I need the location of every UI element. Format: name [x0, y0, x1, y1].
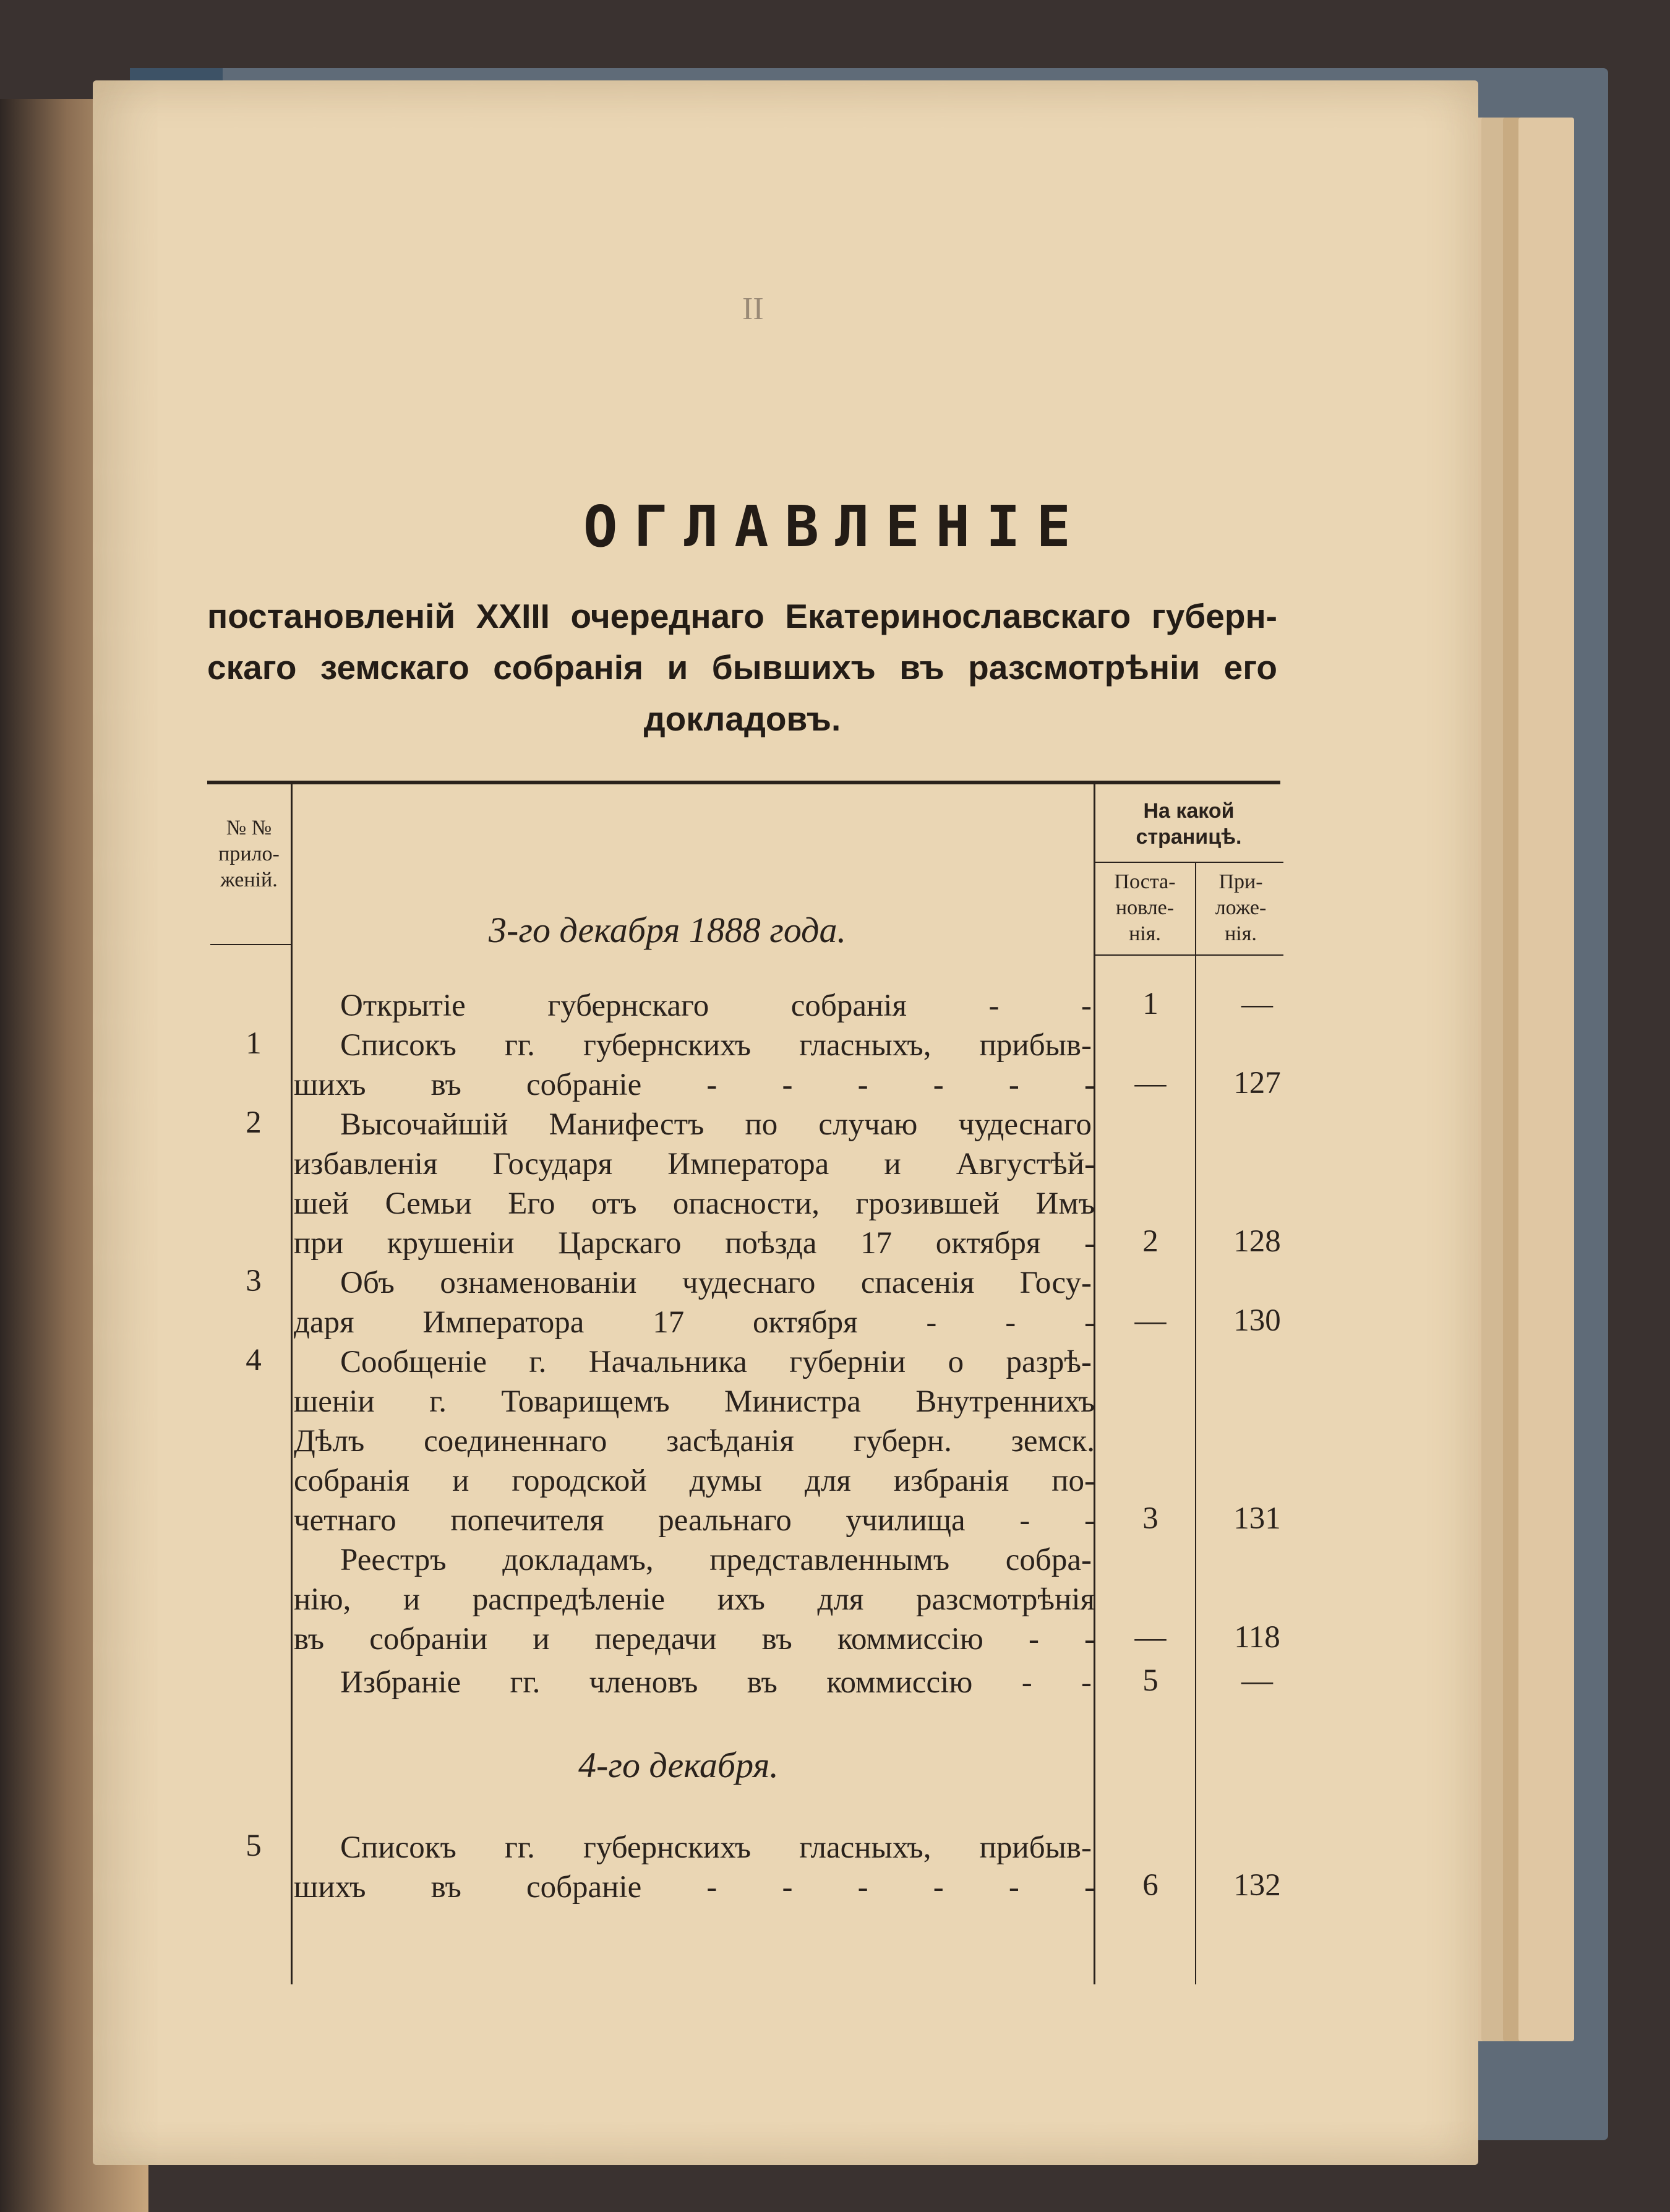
table-top-rule [207, 781, 1280, 784]
entry-line: Сообщеніе г. Начальника губерніи о разрѣ- [340, 1345, 1092, 1379]
header-text: Поста- [1114, 870, 1176, 893]
resolution-page: 2 [1142, 1224, 1158, 1259]
number-column-rule [291, 784, 293, 1984]
entry-line: въ собраніи и передачи въ коммиссію - - [294, 1622, 1095, 1657]
entry-line: Высочайшій Манифестъ по случаю чудеснаго [340, 1107, 1092, 1142]
entry-line: Списокъ гг. губернскихъ гласныхъ, прибыв- [340, 1830, 1092, 1865]
column-header-page-group [1096, 798, 1282, 850]
page-title: ОГЛАВЛЕНІЕ [583, 494, 1087, 560]
header-text: № № [226, 817, 272, 839]
appendix-page: 131 [1233, 1501, 1281, 1536]
appendix-number: 3 [246, 1264, 262, 1298]
entry-line: Избраніе гг. членовъ въ коммиссію - - [340, 1665, 1092, 1700]
appendix-page: — [1241, 1663, 1273, 1698]
appendix-number: 4 [246, 1343, 262, 1378]
entry-line: шей Семьи Его отъ опасности, грозившей Имъ [294, 1186, 1095, 1221]
entry-line: шеніи г. Товарищемъ Министра Внутреннихъ [294, 1384, 1095, 1419]
appendix-page: 128 [1233, 1224, 1281, 1259]
resolution-page: 3 [1142, 1501, 1158, 1536]
entry-line: Объ ознаменованіи чудеснаго спасенія Госу- [340, 1266, 1092, 1300]
column-header-appendices [1197, 869, 1284, 947]
appendix-number: 1 [246, 1026, 262, 1061]
appendix-page: 118 [1234, 1620, 1280, 1655]
entry-line: нію, и распредѣленіе ихъ для разсмотрѣнія [294, 1582, 1095, 1617]
number-header-rule [210, 944, 291, 945]
column-header-resolutions [1096, 869, 1194, 947]
page-number: II [742, 291, 764, 327]
subtitle-line: скаго земскаго собранія и бывшихъ въ разсмотрѣніи его [207, 648, 1277, 687]
column-header-number [207, 815, 291, 893]
header-text: На какой [1143, 799, 1235, 823]
entry-line: четнаго попечителя реальнаго училища - - [294, 1503, 1095, 1538]
appendix-page: — [1241, 987, 1273, 1021]
entry-line: избавленія Государя Императора и Августѣй- [294, 1147, 1095, 1181]
header-text: ложе- [1215, 896, 1267, 919]
entry-line: при крушеніи Царскаго поѣзда 17 октября - [294, 1226, 1095, 1261]
header-text: новле- [1115, 896, 1175, 919]
entry-line: шихъ въ собраніе - - - - - - [294, 1870, 1095, 1905]
resolution-page: 6 [1142, 1868, 1158, 1903]
header-text: женій. [220, 868, 278, 891]
header-text: нія. [1129, 922, 1161, 945]
header-text: прило- [218, 842, 280, 865]
page-stack-edge [1518, 118, 1574, 2041]
section-date: 3-го декабря 1888 года. [489, 910, 846, 950]
subtitle-line: постановленій XXIII очереднаго Екатеринославскаго губерн- [207, 597, 1277, 635]
entry-line: шихъ въ собраніе - - - - - - [294, 1068, 1095, 1102]
header-text: страницѣ. [1136, 825, 1242, 849]
resolution-page: 5 [1142, 1663, 1158, 1698]
appendix-number: 5 [246, 1828, 262, 1863]
page-column-divider [1195, 863, 1196, 1984]
section-date: 4-го декабря. [578, 1745, 779, 1785]
entry-line: даря Императора 17 октября - - - [294, 1305, 1095, 1340]
resolution-page: — [1134, 1620, 1167, 1655]
header-text: нія. [1225, 922, 1257, 945]
entry-line: Реестръ докладамъ, представленнымъ собра- [340, 1543, 1092, 1577]
subtitle-line: докладовъ. [643, 700, 841, 738]
appendix-page: 132 [1233, 1868, 1281, 1903]
appendix-page: 127 [1233, 1066, 1281, 1100]
entry-line: собранія и городской думы для избранія по- [294, 1464, 1095, 1498]
page-group-rule [1095, 862, 1283, 863]
resolution-page: — [1134, 1066, 1167, 1100]
header-text: При- [1218, 870, 1263, 893]
resolution-page: — [1134, 1303, 1167, 1338]
entry-line: Списокъ гг. губернскихъ гласныхъ, прибыв- [340, 1028, 1092, 1063]
appendix-page: 130 [1233, 1303, 1281, 1338]
resolution-page: 1 [1142, 987, 1158, 1021]
entry-line: Открытіе губернскаго собранія - - [340, 988, 1092, 1023]
entry-line: Дѣлъ соединеннаго засѣданія губерн. земск. [294, 1424, 1095, 1459]
appendix-number: 2 [246, 1105, 262, 1140]
page-header-rule [1095, 954, 1283, 956]
